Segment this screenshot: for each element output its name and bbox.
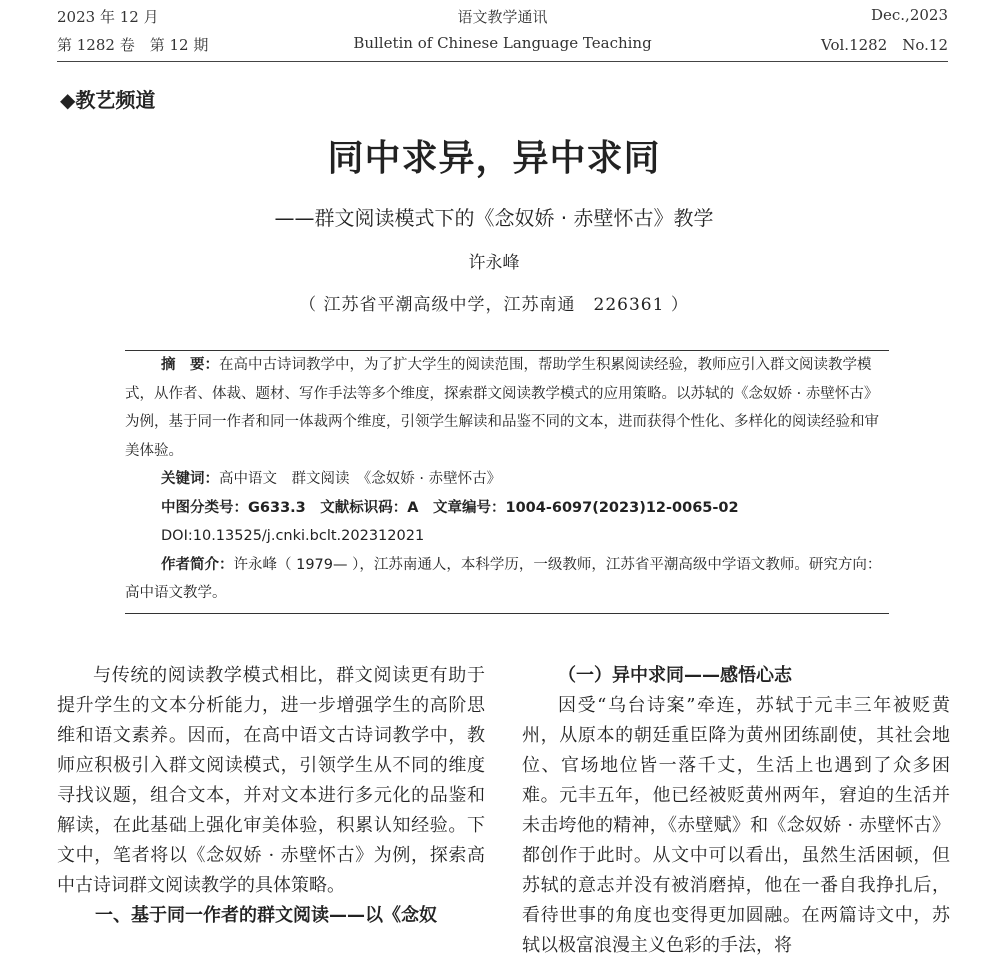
- intro-paragraph: 与传统的阅读教学模式相比，群文阅读更有助于提升学生的文本分析能力，进一步增强学生的高阶思维和语文素养。因而，在高中语文古诗词教学中，教师应积极引入群文阅读模式，引领学生从不同的维度寻找议题，组合文本，并对文本进行多元化的品鉴和解读，在此基础上强化审美体验，积累认知经验。下文中，笔者将以《念奴娇 · 赤壁怀古》为例，探索高中古诗词群文阅读教学的具体策略。: [57, 665, 485, 896]
- section-label: ◆教艺频道: [60, 88, 156, 112]
- subsection-heading-1: （一）异中求同——感悟心志: [558, 665, 792, 686]
- header-date-en: Dec.,2023: [870, 6, 948, 24]
- body-column-right: [522, 661, 950, 961]
- page-title: 同中求异，异中求同: [327, 137, 661, 179]
- header-rule: [57, 61, 948, 62]
- keywords-line: [125, 465, 889, 494]
- abstract-paragraph: [125, 351, 889, 465]
- running-header-top: [57, 6, 948, 26]
- bio-paragraph: [125, 551, 889, 608]
- keywords-text: 高中语文 群文阅读 《念奴娇 · 赤壁怀古》: [219, 471, 502, 487]
- author-affiliation: （ 江苏省平潮高级中学，江苏南通 226361 ）: [299, 295, 689, 315]
- abstract-box: [125, 350, 889, 614]
- header-date-cn: 2023 年 12 月: [57, 8, 159, 26]
- page-subtitle: ——群文阅读模式下的《念奴娇 · 赤壁怀古》教学: [274, 206, 714, 230]
- header-volume-cn: 第 1282 卷 第 12 期: [57, 36, 209, 54]
- doi-line: DOI:10.13525/j.cnki.bclt.202312021: [161, 528, 425, 544]
- section-heading-1: 一、基于同一作者的群文阅读——以《念奴: [95, 905, 437, 926]
- header-journal-cn: 语文教学通讯: [457, 8, 548, 26]
- bio-label: 作者简介：: [161, 556, 234, 573]
- bio-text: 许永峰（ 1979— ），江苏南通人，本科学历，一级教师，江苏省平潮高级中学语文教师。研究方向：高中语文教学。: [125, 556, 882, 601]
- subsection-paragraph: 因受“乌台诗案”牵连，苏轼于元丰三年被贬黄州，从原本的朝廷重臣降为黄州团练副使，其社会地位、官场地位皆一落千丈，生活上也遇到了众多困难。元丰五年，他已经被贬黄州两年，窘迫的生活并未击垮他的精神，《赤壁赋》和《念奴娇 · 赤壁怀古》都创作于此时。从文中可以看出，虽然生活困顿，但苏轼的意志并没有被消磨掉，他在一番自我挣扎后，看待世事的角度也变得更加圆融。在两篇诗文中，苏轼以极富浪漫主义色彩的手法，将: [522, 695, 950, 956]
- header-volume-en: Vol.1282 No.12: [821, 36, 948, 54]
- body-column-left: [57, 661, 485, 931]
- classification-line: 中图分类号：G633.3 文献标识码：A 文章编号：1004-6097(2023)12-0065-02: [161, 499, 739, 516]
- abstract-label: 摘 要：: [161, 357, 219, 373]
- author-name: 许永峰: [468, 253, 520, 273]
- abstract-text: 在高中古诗词教学中，为了扩大学生的阅读范围，帮助学生积累阅读经验，教师应引入群文阅读教学模式，从作者、体裁、题材、写作手法等多个维度，探索群文阅读教学模式的应用策略。以苏轼的《念奴娇 · 赤壁怀古》为例，基于同一作者和同一体裁两个维度，引领学生解读和品鉴不同的文本，进而获得个性化、多样化的阅读经验和审美体验。: [125, 357, 879, 459]
- header-journal-en: Bulletin of Chinese Language Teaching: [353, 34, 652, 52]
- keywords-label: 关键词：: [161, 471, 219, 487]
- running-header-bottom: [57, 34, 948, 54]
